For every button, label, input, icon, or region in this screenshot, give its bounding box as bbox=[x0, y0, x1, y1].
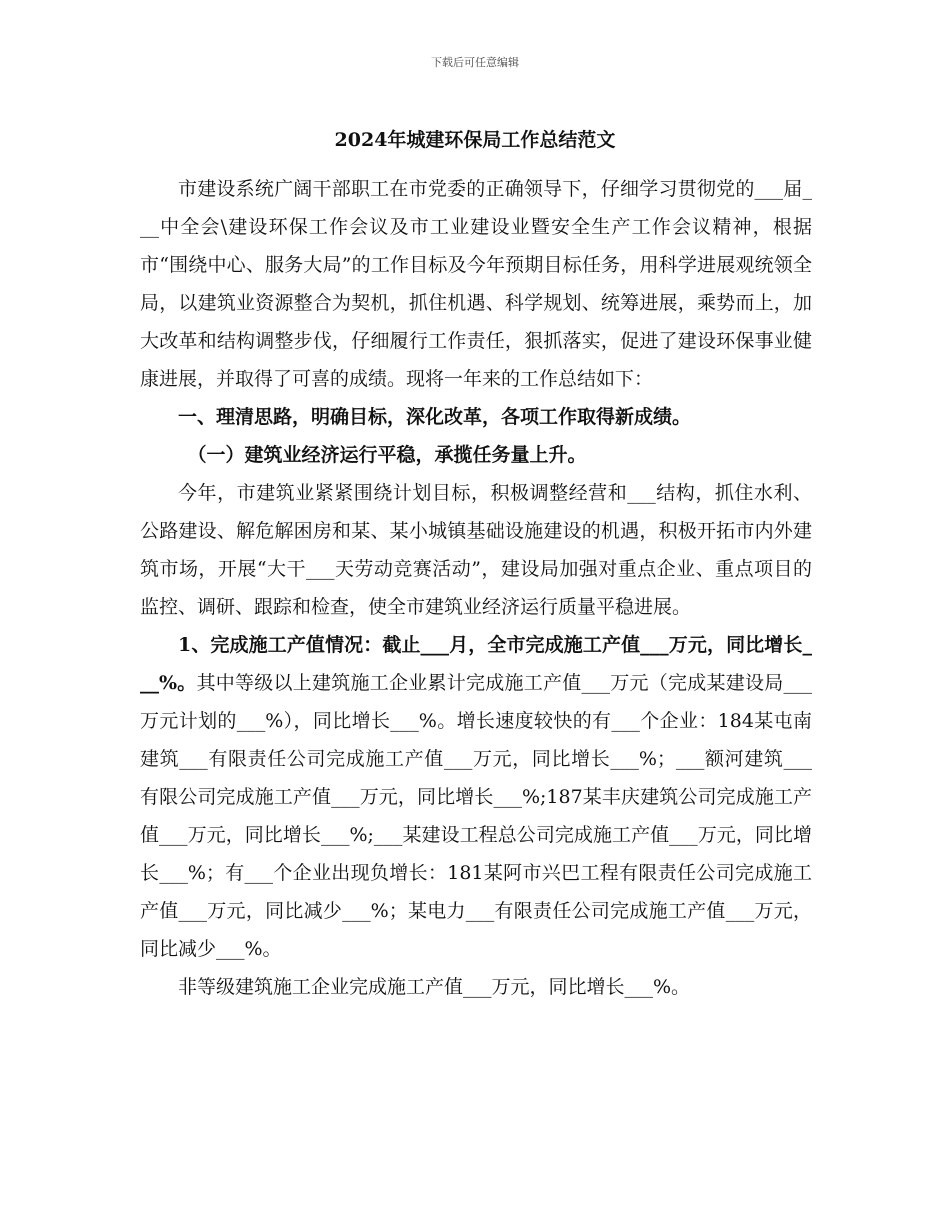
construction-paragraph: 今年，市建筑业紧紧围绕计划目标，积极调整经营和___结构，抓住水利、公路建设、解危解困房和某、某小城镇基础设施建设的机遇，积极开拓市内外建筑市场，开展“大干___天劳动竞赛活动”，建设局加强对重点企业、重点项目的监控、调研、跟踪和检查，使全市建筑业经济运行质量平稳进展。 bbox=[140, 482, 812, 618]
header-note: 下载后可任意编辑 bbox=[431, 56, 519, 69]
intro-paragraph: 市建设系统广阔干部职工在市党委的正确领导下，仔细学习贯彻党的___届___中全会\建设环保工作会议及市工业建设业暨安全生产工作会议精神，根据市“围绕中心、服务大局”的工作目标及今年预期目标任务，用科学进展观统领全局，以建筑业资源整合为契机，抓住机遇、科学规划、统筹进展，乘势而上，加大改革和结构调整步伐，仔细履行工作责任，狠抓落实，促进了建设环保事业健康进展，并取得了可喜的成绩。现将一年来的工作总结如下： bbox=[140, 178, 812, 390]
section-heading-1: 一、理清思路，明确目标，深化改革，各项工作取得新成绩。 bbox=[178, 406, 692, 428]
output-value-lead: 1、完成施工产值情况：截止___月，全市完成施工产值___万元，同比增长___%。 bbox=[140, 634, 812, 694]
output-value-detail: 其中等级以上建筑施工企业累计完成施工产值___万元（完成某建设局___万元计划的___%），同比增长___%。增长速度较快的有___个企业：184某屯南建筑___有限责任公司完成施工产值___万元，同比增长___%；___额河建筑___有限公司完成施工产值___万元，同比增长___%;187某丰庆建筑公司完成施工产值___万元，同比增长___%;___某建设工程总公司完成施工产值___万元，同比增长___%；有___个企业出现负增长：181某阿市兴巴工程有限责任公司完成施工产值___万元，同比减少___%；某电力___有限责任公司完成施工产值___万元，同比减少___%。 bbox=[140, 672, 812, 960]
subsection-heading-1: （一）建筑业经济运行平稳，承揽任务量上升。 bbox=[187, 444, 587, 466]
document-body bbox=[140, 170, 812, 1006]
non-graded-paragraph: 非等级建筑施工企业完成施工产值___万元，同比增长___%。 bbox=[178, 976, 691, 998]
output-value-paragraph bbox=[140, 626, 812, 968]
document-title: 2024年城建环保局工作总结范文 bbox=[334, 129, 616, 151]
